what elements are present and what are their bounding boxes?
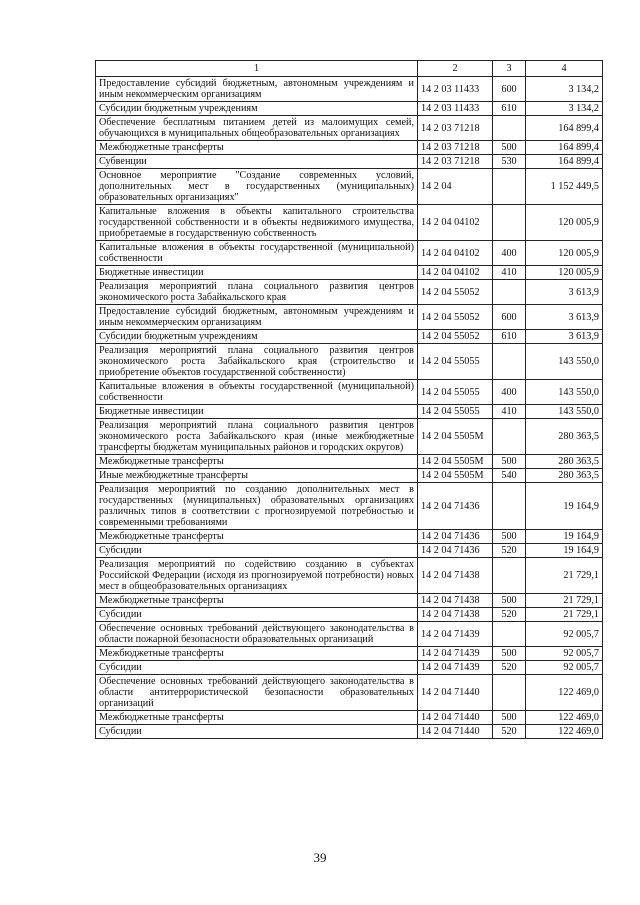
row-amount-cell: 143 550,0: [526, 380, 603, 405]
row-name-cell: Субсидии: [96, 661, 418, 675]
table-row: [96, 241, 603, 266]
row-name-cell: Реализация мероприятий плана социального развития центров экономического роста Забайкальского края (иные межбюджетные трансферты бюджетам муниципальных районов и городских округов): [96, 419, 418, 455]
row-type-cell: 600: [493, 77, 526, 102]
row-type-cell: 520: [493, 725, 526, 739]
row-code-cell: 14 2 04 04102: [418, 241, 493, 266]
row-amount-cell: 3 134,2: [526, 77, 603, 102]
row-code-cell: 14 2 04: [418, 169, 493, 205]
row-amount-cell: 122 469,0: [526, 711, 603, 725]
table-row: [96, 330, 603, 344]
row-code-cell: 14 2 04 71440: [418, 711, 493, 725]
row-code-cell: 14 2 04 55055: [418, 344, 493, 380]
row-amount-cell: 120 005,9: [526, 266, 603, 280]
row-type-cell: 500: [493, 141, 526, 155]
row-type-cell: [493, 622, 526, 647]
table-row: [96, 280, 603, 305]
row-name-cell: Основное мероприятие "Создание современных условий, дополнительных мест в государственных (муниципальных) образовательных организациях": [96, 169, 418, 205]
row-amount-cell: 120 005,9: [526, 241, 603, 266]
row-amount-cell: 164 899,4: [526, 155, 603, 169]
row-code-cell: 14 2 04 71436: [418, 544, 493, 558]
table-row: [96, 405, 603, 419]
row-code-cell: 14 2 04 71439: [418, 661, 493, 675]
table-row: [96, 544, 603, 558]
row-code-cell: 14 2 03 11433: [418, 102, 493, 116]
row-amount-cell: 92 005,7: [526, 622, 603, 647]
row-amount-cell: 143 550,0: [526, 344, 603, 380]
row-type-cell: 520: [493, 544, 526, 558]
row-type-cell: 400: [493, 380, 526, 405]
budget-table: [95, 60, 603, 739]
row-name-cell: Субсидии бюджетным учреждениям: [96, 330, 418, 344]
table-header-row: [96, 61, 603, 77]
row-code-cell: 14 2 04 71440: [418, 675, 493, 711]
row-name-cell: Субсидии: [96, 544, 418, 558]
table-row: [96, 169, 603, 205]
row-amount-cell: 19 164,9: [526, 544, 603, 558]
table-row: [96, 380, 603, 405]
table-row: [96, 419, 603, 455]
table-row: [96, 594, 603, 608]
row-code-cell: 14 2 03 71218: [418, 155, 493, 169]
column-header-4: 4: [526, 61, 603, 77]
row-code-cell: 14 2 04 55052: [418, 330, 493, 344]
table-row: [96, 647, 603, 661]
table-row: [96, 155, 603, 169]
row-code-cell: 14 2 04 71438: [418, 558, 493, 594]
table-row: [96, 483, 603, 530]
row-type-cell: 540: [493, 469, 526, 483]
row-type-cell: 600: [493, 305, 526, 330]
row-type-cell: 410: [493, 405, 526, 419]
row-amount-cell: 1 152 449,5: [526, 169, 603, 205]
row-type-cell: 520: [493, 608, 526, 622]
table-row: [96, 558, 603, 594]
row-name-cell: Субсидии бюджетным учреждениям: [96, 102, 418, 116]
row-code-cell: 14 2 04 04102: [418, 266, 493, 280]
row-type-cell: [493, 169, 526, 205]
table-row: [96, 141, 603, 155]
row-code-cell: 14 2 04 71439: [418, 647, 493, 661]
row-name-cell: Бюджетные инвестиции: [96, 266, 418, 280]
table-row: [96, 622, 603, 647]
row-amount-cell: 3 613,9: [526, 330, 603, 344]
row-code-cell: 14 2 04 71438: [418, 594, 493, 608]
table-row: [96, 469, 603, 483]
row-name-cell: Капитальные вложения в объекты государственной (муниципальной) собственности: [96, 380, 418, 405]
row-name-cell: Реализация мероприятий плана социального развития центров экономического роста Забайкальского края: [96, 280, 418, 305]
row-amount-cell: 122 469,0: [526, 675, 603, 711]
row-code-cell: 14 2 03 71218: [418, 141, 493, 155]
row-type-cell: [493, 280, 526, 305]
row-type-cell: 400: [493, 241, 526, 266]
table-row: [96, 608, 603, 622]
table-row: [96, 205, 603, 241]
row-code-cell: 14 2 03 71218: [418, 116, 493, 141]
row-type-cell: 410: [493, 266, 526, 280]
column-header-2: 2: [418, 61, 493, 77]
row-name-cell: Бюджетные инвестиции: [96, 405, 418, 419]
row-code-cell: 14 2 04 55052: [418, 305, 493, 330]
row-name-cell: Межбюджетные трансферты: [96, 141, 418, 155]
row-type-cell: 500: [493, 455, 526, 469]
table-row: [96, 102, 603, 116]
row-code-cell: 14 2 04 5505M: [418, 419, 493, 455]
row-code-cell: 14 2 04 5505M: [418, 469, 493, 483]
row-type-cell: [493, 675, 526, 711]
row-amount-cell: 21 729,1: [526, 608, 603, 622]
table-row: [96, 305, 603, 330]
row-code-cell: 14 2 03 11433: [418, 77, 493, 102]
row-amount-cell: 21 729,1: [526, 594, 603, 608]
table-row: [96, 116, 603, 141]
row-name-cell: Межбюджетные трансферты: [96, 647, 418, 661]
row-amount-cell: 3 134,2: [526, 102, 603, 116]
row-name-cell: Межбюджетные трансферты: [96, 711, 418, 725]
row-name-cell: Предоставление субсидий бюджетным, автономным учреждениям и иным некоммерческим организациям: [96, 305, 418, 330]
row-type-cell: 500: [493, 594, 526, 608]
table-row: [96, 455, 603, 469]
row-amount-cell: 92 005,7: [526, 661, 603, 675]
row-code-cell: 14 2 04 71440: [418, 725, 493, 739]
column-header-1: 1: [96, 61, 418, 77]
row-name-cell: Предоставление субсидий бюджетным, автономным учреждениям и иным некоммерческим организациям: [96, 77, 418, 102]
row-code-cell: 14 2 04 71438: [418, 608, 493, 622]
row-name-cell: Реализация мероприятий плана социального развития центров экономического роста Забайкальского края (строительство и приобретение объектов государственной собственности): [96, 344, 418, 380]
row-name-cell: Межбюджетные трансферты: [96, 530, 418, 544]
row-type-cell: [493, 344, 526, 380]
row-amount-cell: 19 164,9: [526, 483, 603, 530]
column-header-3: 3: [493, 61, 526, 77]
row-type-cell: 500: [493, 647, 526, 661]
row-name-cell: Обеспечение основных требований действующего законодательства в области пожарной безопасности образовательных организаций: [96, 622, 418, 647]
row-name-cell: Субсидии: [96, 608, 418, 622]
table-row: [96, 266, 603, 280]
row-name-cell: Иные межбюджетные трансферты: [96, 469, 418, 483]
row-code-cell: 14 2 04 71439: [418, 622, 493, 647]
row-amount-cell: 19 164,9: [526, 530, 603, 544]
table-row: [96, 344, 603, 380]
row-name-cell: Капитальные вложения в объекты государственной (муниципальной) собственности: [96, 241, 418, 266]
table-row: [96, 530, 603, 544]
row-amount-cell: 3 613,9: [526, 305, 603, 330]
row-amount-cell: 280 363,5: [526, 455, 603, 469]
row-name-cell: Реализация мероприятий по содействию созданию в субъектах Российской Федерации (исходя из прогнозируемой потребности) новых мест в общеобразовательных организациях: [96, 558, 418, 594]
row-amount-cell: 164 899,4: [526, 116, 603, 141]
row-type-cell: [493, 205, 526, 241]
row-name-cell: Межбюджетные трансферты: [96, 455, 418, 469]
row-type-cell: 610: [493, 330, 526, 344]
row-amount-cell: 120 005,9: [526, 205, 603, 241]
row-type-cell: 500: [493, 711, 526, 725]
row-name-cell: Субсидии: [96, 725, 418, 739]
row-type-cell: [493, 483, 526, 530]
row-name-cell: Обеспечение основных требований действующего законодательства в области антитеррористической безопасности образовательных организаций: [96, 675, 418, 711]
row-type-cell: [493, 558, 526, 594]
row-type-cell: 520: [493, 661, 526, 675]
row-code-cell: 14 2 04 55055: [418, 405, 493, 419]
row-name-cell: Субвенции: [96, 155, 418, 169]
table-row: [96, 711, 603, 725]
row-type-cell: [493, 419, 526, 455]
row-name-cell: Межбюджетные трансферты: [96, 594, 418, 608]
row-amount-cell: 143 550,0: [526, 405, 603, 419]
row-amount-cell: 280 363,5: [526, 419, 603, 455]
row-amount-cell: 280 363,5: [526, 469, 603, 483]
table-row: [96, 661, 603, 675]
row-name-cell: Обеспечение бесплатным питанием детей из малоимущих семей, обучающихся в муниципальных общеобразовательных организациях: [96, 116, 418, 141]
table-row: [96, 725, 603, 739]
table-row: [96, 77, 603, 102]
row-amount-cell: 21 729,1: [526, 558, 603, 594]
page-number: 39: [313, 850, 327, 865]
row-code-cell: 14 2 04 55055: [418, 380, 493, 405]
row-type-cell: 500: [493, 530, 526, 544]
row-code-cell: 14 2 04 71436: [418, 530, 493, 544]
row-code-cell: 14 2 04 5505M: [418, 455, 493, 469]
row-name-cell: Капитальные вложения в объекты капитального строительства государственной собственности и в объекты недвижимого имущества, приобретаемые в государственную собственность: [96, 205, 418, 241]
budget-table-body: [96, 61, 603, 739]
row-amount-cell: 3 613,9: [526, 280, 603, 305]
table-row: [96, 675, 603, 711]
row-code-cell: 14 2 04 55052: [418, 280, 493, 305]
row-name-cell: Реализация мероприятий по созданию дополнительных мест в государственных (муниципальных) образовательных организациях различных типов в соответствии с прогнозируемой потребностью и современными требованиями: [96, 483, 418, 530]
row-code-cell: 14 2 04 71436: [418, 483, 493, 530]
row-amount-cell: 92 005,7: [526, 647, 603, 661]
row-type-cell: 530: [493, 155, 526, 169]
row-code-cell: 14 2 04 04102: [418, 205, 493, 241]
row-amount-cell: 122 469,0: [526, 725, 603, 739]
row-amount-cell: 164 899,4: [526, 141, 603, 155]
row-type-cell: 610: [493, 102, 526, 116]
row-type-cell: [493, 116, 526, 141]
